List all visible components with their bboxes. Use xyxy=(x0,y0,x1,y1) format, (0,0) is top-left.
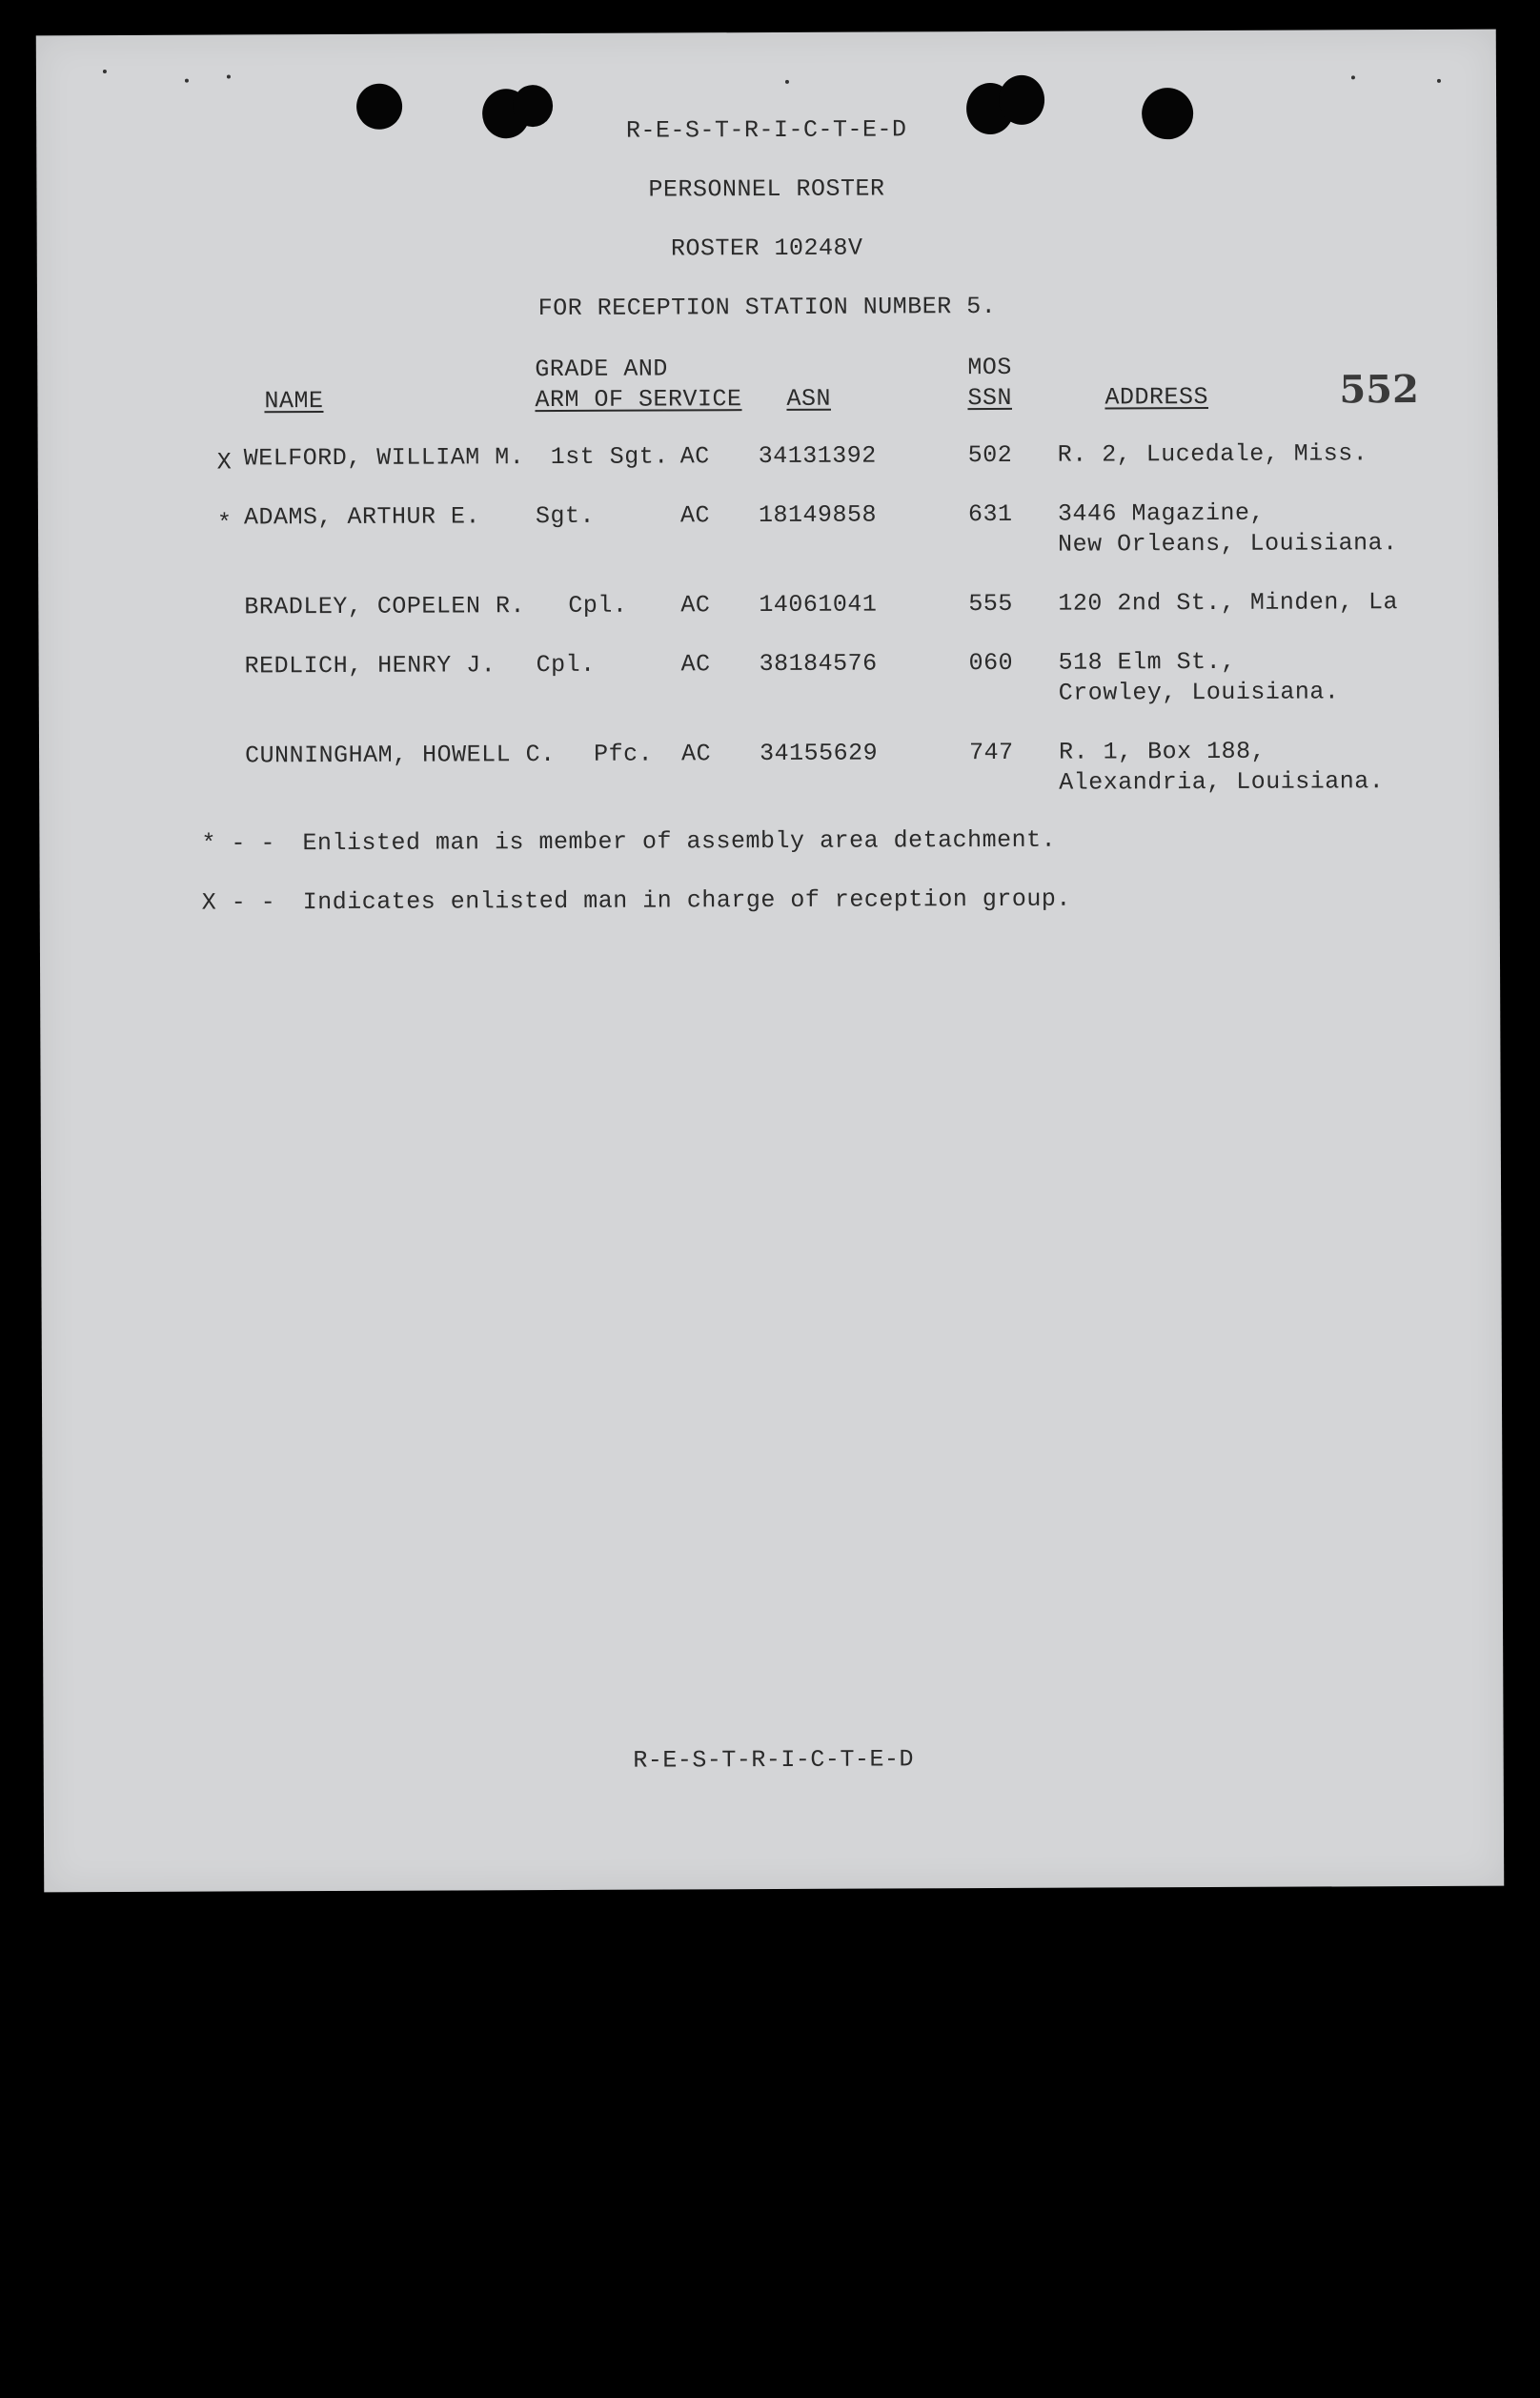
row-mos: 502 xyxy=(967,440,1013,470)
row-mark: X xyxy=(216,448,233,477)
row-asn: 34131392 xyxy=(758,441,877,471)
row-mos: 747 xyxy=(968,738,1014,767)
row-grade: Cpl. xyxy=(536,650,596,680)
row-grade: Cpl. xyxy=(568,591,628,620)
row-grade: Pfc. xyxy=(593,740,654,768)
row-name: REDLICH, HENRY J. xyxy=(244,651,496,681)
row-address-line2: Alexandria, Louisiana. xyxy=(1059,767,1385,797)
row-address-line1: 518 Elm St., xyxy=(1058,647,1236,677)
row-arm: AC xyxy=(680,740,712,768)
row-grade: 1st Sgt. xyxy=(550,442,669,471)
footnote-text: Enlisted man is member of assembly area detachment. xyxy=(302,825,1057,858)
column-header-name: NAME xyxy=(264,387,324,416)
column-header-address: ADDRESS xyxy=(1104,382,1209,412)
row-grade: Sgt. xyxy=(535,501,596,531)
row-address-line1: 3446 Magazine, xyxy=(1057,498,1266,528)
column-header-grade-line1: GRADE AND xyxy=(535,355,668,384)
column-header-mos-line1: MOS xyxy=(967,353,1012,382)
row-asn: 34155629 xyxy=(759,739,879,768)
row-name: CUNNINGHAM, HOWELL C. xyxy=(244,740,556,770)
column-header-mos-line2: SSN xyxy=(967,383,1013,413)
row-address-line1: 120 2nd St., Minden, La xyxy=(1058,588,1398,618)
page-number: 552 xyxy=(1339,367,1419,413)
row-address-line2: Crowley, Louisiana. xyxy=(1058,678,1340,707)
row-mos: 555 xyxy=(968,589,1013,619)
speck xyxy=(103,70,107,73)
row-name: ADAMS, ARTHUR E. xyxy=(243,502,481,532)
row-mark: * xyxy=(216,509,233,538)
footnote-text: Indicates enlisted man in charge of reception group. xyxy=(302,884,1071,917)
speck xyxy=(227,74,231,78)
column-header-grade-line2: ARM OF SERVICE xyxy=(535,385,742,415)
row-address-line1: R. 1, Box 188, xyxy=(1058,737,1266,766)
row-mos: 631 xyxy=(967,499,1013,529)
speck xyxy=(1437,79,1441,83)
speck xyxy=(1351,75,1355,79)
row-asn: 38184576 xyxy=(759,649,878,679)
row-address-line2: New Orleans, Louisiana. xyxy=(1058,529,1398,559)
speck xyxy=(785,80,789,84)
row-address-line1: R. 2, Lucedale, Miss. xyxy=(1057,439,1368,469)
document-page xyxy=(36,30,1504,1893)
row-asn: 14061041 xyxy=(759,590,878,620)
roster-number: ROSTER 10248V xyxy=(670,234,863,263)
station-heading: FOR RECEPTION STATION NUMBER 5. xyxy=(537,292,997,323)
row-arm: AC xyxy=(679,501,711,530)
column-header-asn: ASN xyxy=(786,384,832,413)
speck xyxy=(185,79,189,83)
row-arm: AC xyxy=(680,650,711,679)
row-arm: AC xyxy=(679,442,710,471)
restricted-marking-top: R-E-S-T-R-I-C-T-E-D xyxy=(625,115,907,145)
footnote-symbol: * - - xyxy=(201,829,276,858)
row-mos: 060 xyxy=(968,648,1014,678)
footnote-symbol: X - - xyxy=(201,888,276,917)
row-arm: AC xyxy=(680,591,711,620)
row-name: WELFORD, WILLIAM M. xyxy=(243,443,525,473)
row-asn: 18149858 xyxy=(758,500,878,530)
document-title: PERSONNEL ROSTER xyxy=(648,174,885,204)
restricted-marking-bottom: R-E-S-T-R-I-C-T-E-D xyxy=(633,1745,914,1775)
row-name: BRADLEY, COPELEN R. xyxy=(244,592,525,621)
